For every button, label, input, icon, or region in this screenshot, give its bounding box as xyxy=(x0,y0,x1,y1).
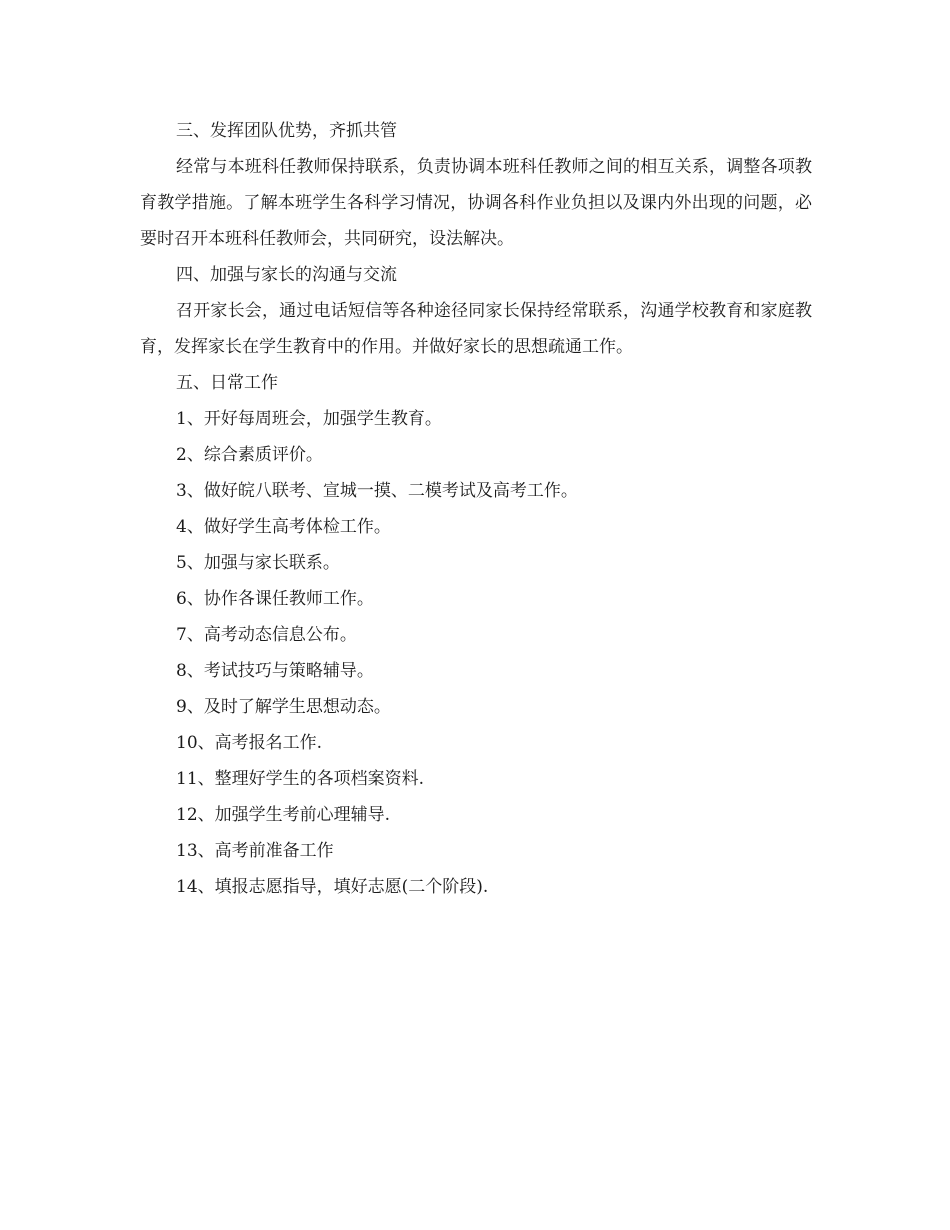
section-heading: 五、日常工作 xyxy=(176,373,278,393)
document-body xyxy=(140,113,812,905)
list-item: 13、高考前准备工作 xyxy=(176,841,334,861)
section-heading: 四、加强与家长的沟通与交流 xyxy=(176,265,397,285)
list-item: 6、协作各课任教师工作。 xyxy=(176,589,374,609)
section-heading: 三、发挥团队优势，齐抓共管 xyxy=(176,121,397,141)
list-item: 12、加强学生考前心理辅导. xyxy=(176,805,391,825)
list-item: 14、填报志愿指导，填好志愿(二个阶段). xyxy=(176,877,489,897)
list-item: 1、开好每周班会，加强学生教育。 xyxy=(176,409,442,429)
list-item: 9、及时了解学生思想动态。 xyxy=(176,697,391,717)
section-paragraph: 经常与本班科任教师保持联系，负责协调本班科任教师之间的相互关系，调整各项教育教学措施。了解本班学生各科学习情况，协调各科作业负担以及课内外出现的问题，必要时召开本班科任教师会，共同研究，设法解决。 xyxy=(140,157,812,249)
list-item: 11、整理好学生的各项档案资料. xyxy=(176,769,425,789)
list-item: 8、考试技巧与策略辅导。 xyxy=(176,661,374,681)
list-item: 3、做好皖八联考、宣城一摸、二模考试及高考工作。 xyxy=(176,481,578,501)
list-item: 7、高考动态信息公布。 xyxy=(176,625,357,645)
list-item: 4、做好学生高考体检工作。 xyxy=(176,517,391,537)
section-paragraph: 召开家长会，通过电话短信等各种途径同家长保持经常联系，沟通学校教育和家庭教育，发挥家长在学生教育中的作用。并做好家长的思想疏通工作。 xyxy=(140,301,812,357)
list-item: 5、加强与家长联系。 xyxy=(176,553,340,573)
list-item: 2、综合素质评价。 xyxy=(176,445,323,465)
list-item: 10、高考报名工作. xyxy=(176,733,323,753)
daily-work-list xyxy=(140,401,812,905)
